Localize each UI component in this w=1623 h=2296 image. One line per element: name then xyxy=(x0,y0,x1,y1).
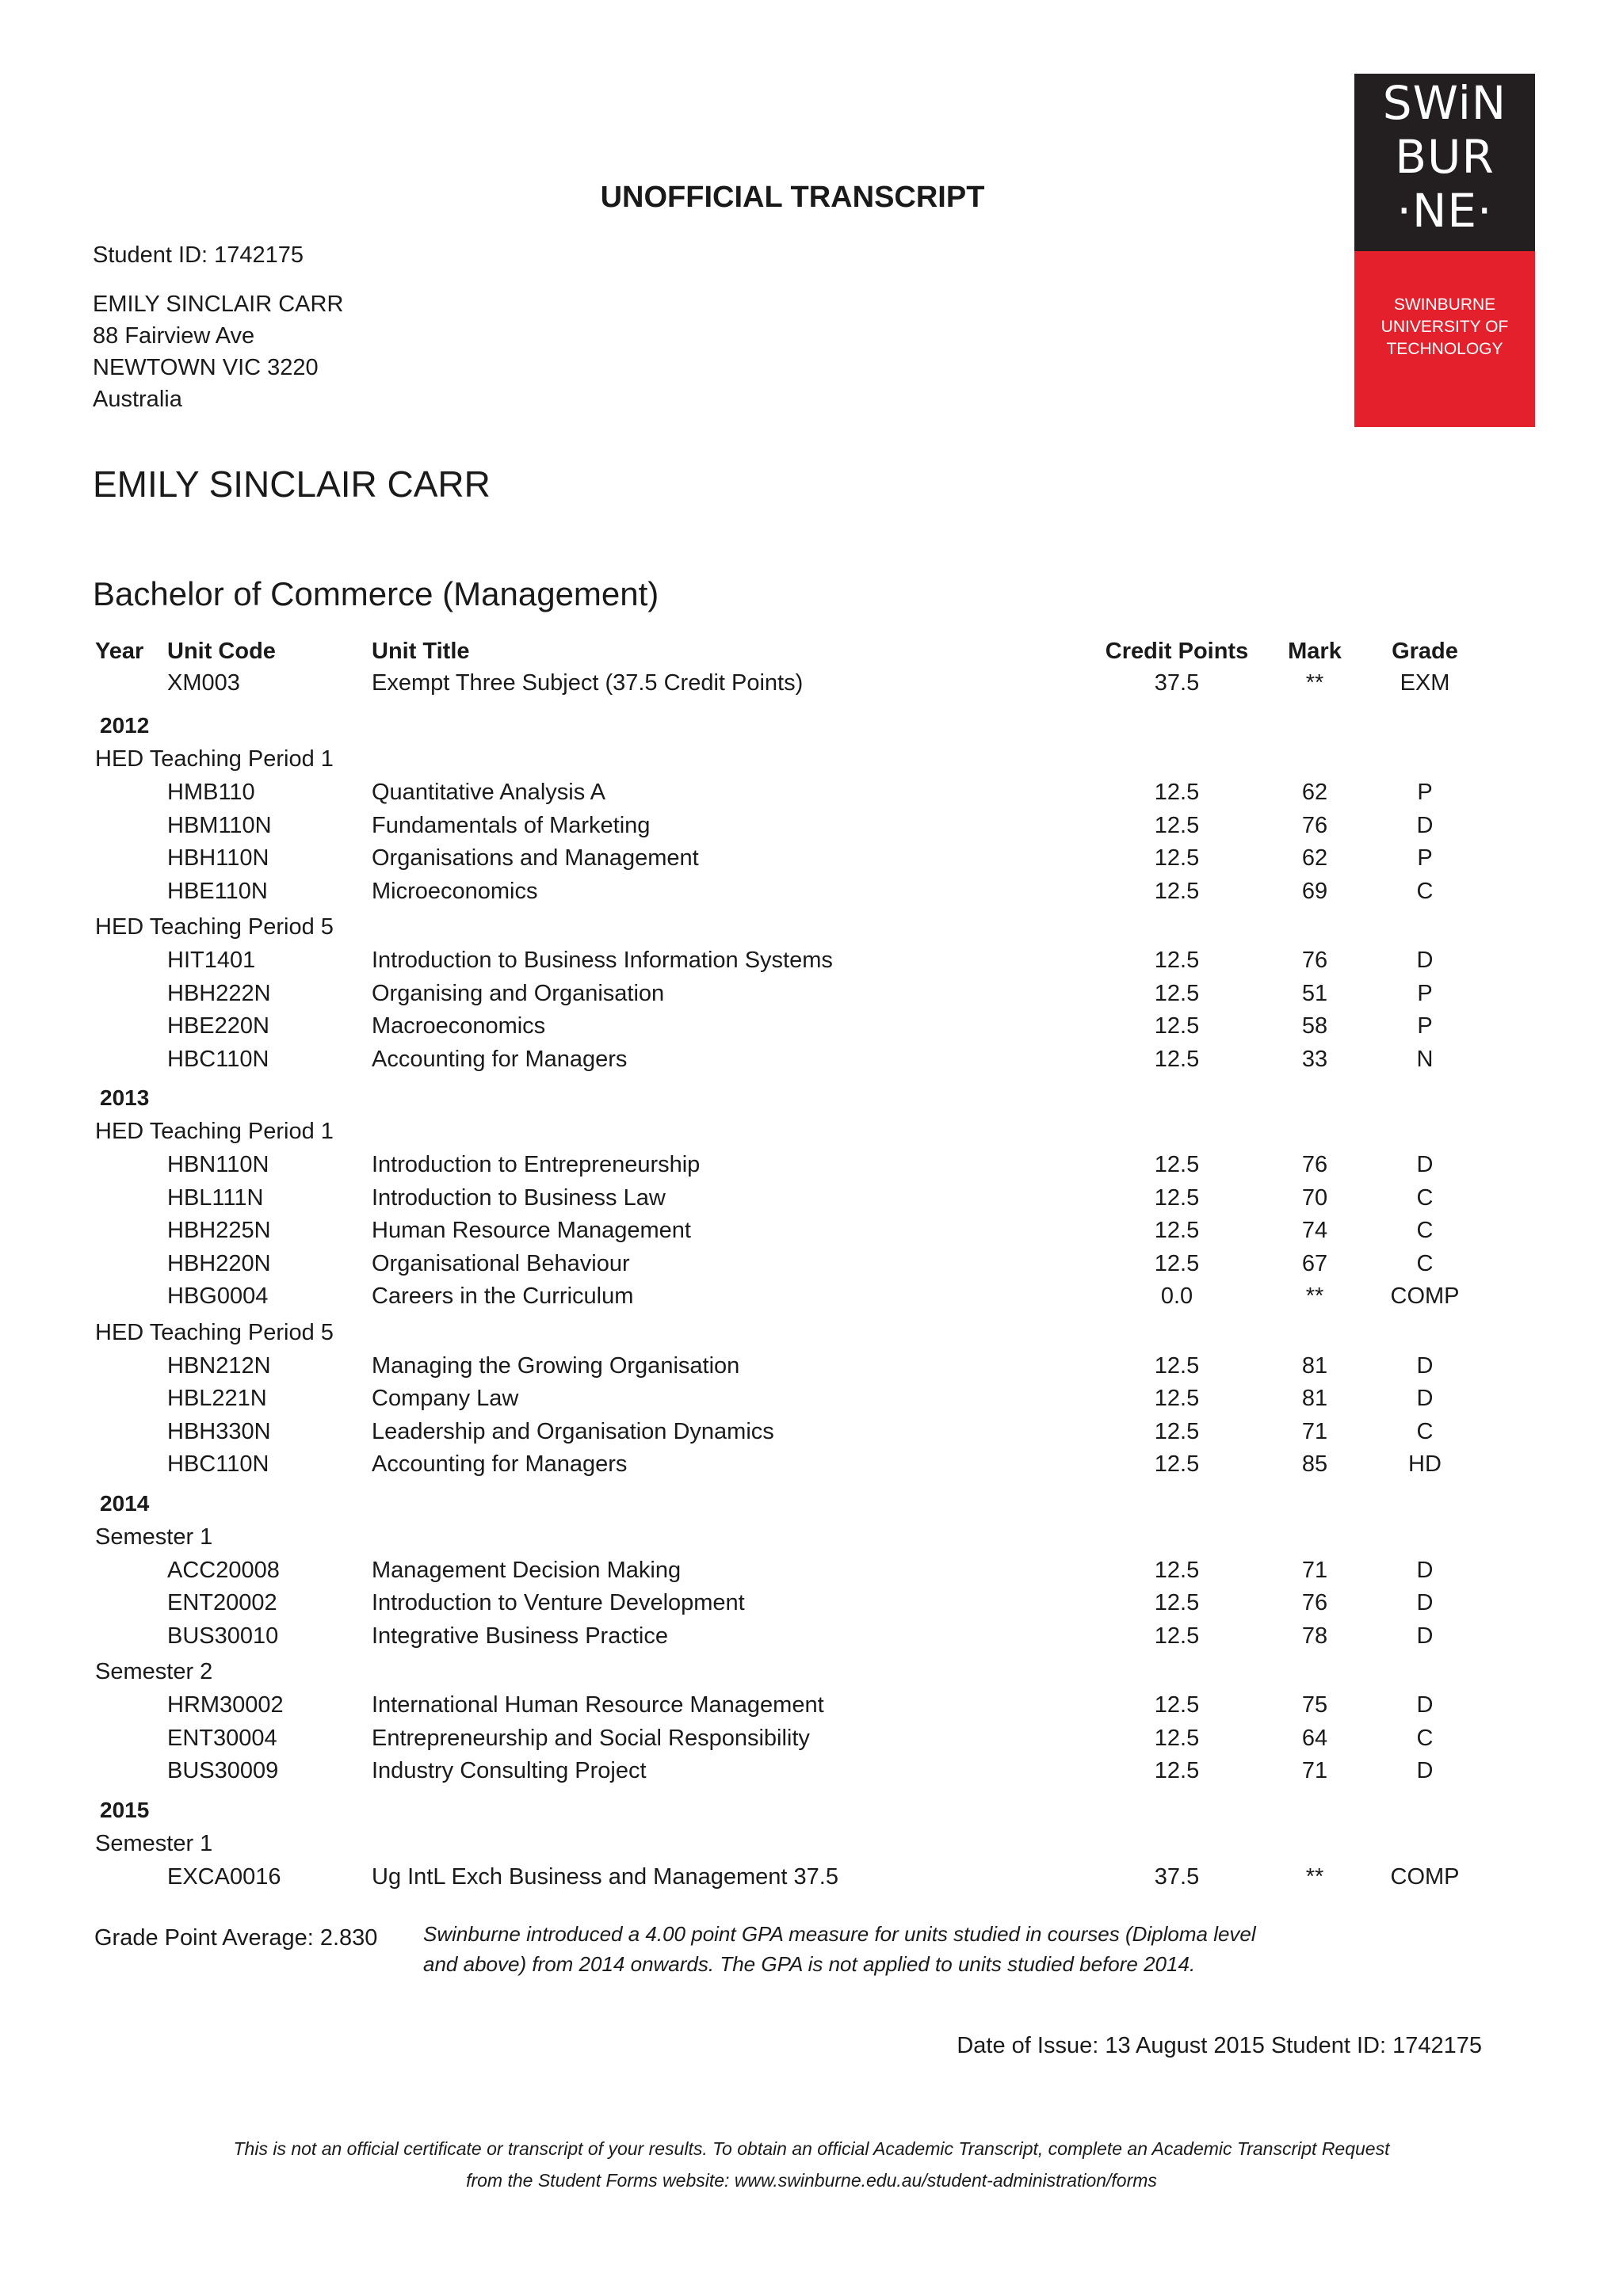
mark: 51 xyxy=(1301,980,1328,1006)
unit-title: Accounting for Managers xyxy=(372,1451,628,1477)
credit-points: 12.5 xyxy=(1154,845,1200,871)
unit-title: Introduction to Business Information Systems xyxy=(372,948,833,973)
credit-points: 12.5 xyxy=(1154,780,1200,805)
unit-code: HBH222N xyxy=(167,980,271,1006)
unit-title: Industry Consulting Project xyxy=(372,1758,647,1783)
unit-code: ENT30004 xyxy=(167,1725,277,1751)
unit-code: BUS30010 xyxy=(167,1623,279,1649)
credit-points: 12.5 xyxy=(1154,1352,1200,1379)
logo-subtitle-3: TECHNOLOGY xyxy=(1386,340,1503,358)
mark: 74 xyxy=(1301,1218,1328,1243)
mark: 71 xyxy=(1301,1758,1328,1783)
unit-code: HBN110N xyxy=(167,1152,269,1177)
grade: P xyxy=(1417,845,1433,871)
header-unit-code: Unit Code xyxy=(167,639,276,664)
unit-title: Accounting for Managers xyxy=(372,1046,628,1072)
grade: D xyxy=(1416,1758,1434,1783)
unit-title: Introduction to Venture Development xyxy=(372,1590,745,1615)
period-heading: Semester 1 xyxy=(95,1830,213,1856)
credit-points: 12.5 xyxy=(1154,1692,1200,1718)
year-heading: 2015 xyxy=(100,1797,150,1822)
mark: 85 xyxy=(1301,1451,1328,1477)
unit-title: International Human Resource Management xyxy=(372,1692,824,1718)
unit-code: BUS30009 xyxy=(167,1758,279,1783)
unit-code: EXCA0016 xyxy=(167,1863,281,1890)
grade: D xyxy=(1416,1692,1434,1718)
unit-title: Organisations and Management xyxy=(372,845,699,871)
address-line: 88 Fairview Ave xyxy=(93,323,255,349)
logo-wordmark-line-3: ·NE· xyxy=(1396,184,1493,238)
university-logo xyxy=(1354,74,1535,427)
grade: COMP xyxy=(1390,1283,1460,1309)
unit-code: HBH225N xyxy=(167,1218,271,1243)
unit-title: Ug IntL Exch Business and Management 37.5 xyxy=(372,1863,838,1890)
mark: 76 xyxy=(1301,1590,1328,1615)
unit-code: HBE220N xyxy=(167,1013,269,1039)
grade: D xyxy=(1416,1152,1434,1177)
unit-title: Quantitative Analysis A xyxy=(372,780,605,805)
mark: 71 xyxy=(1301,1557,1328,1583)
unit-code: HBC110N xyxy=(167,1451,269,1477)
logo-subtitle-2: UNIVERSITY OF xyxy=(1381,318,1509,336)
grade: C xyxy=(1416,1725,1434,1751)
unit-title: Fundamentals of Marketing xyxy=(372,812,651,838)
mark: 76 xyxy=(1301,1152,1328,1177)
grade: C xyxy=(1416,1218,1434,1243)
credit-points: 12.5 xyxy=(1154,1725,1200,1751)
student-id-line: Student ID: 1742175 xyxy=(93,242,304,268)
grade: HD xyxy=(1408,1451,1442,1477)
credit-points: 12.5 xyxy=(1154,1013,1200,1039)
unit-title: Company Law xyxy=(372,1386,519,1411)
unit-title: Management Decision Making xyxy=(372,1557,682,1583)
credit-points: 12.5 xyxy=(1154,1557,1200,1583)
gpa-note-line: and above) from 2014 onwards. The GPA is not applied to units studied before 2014. xyxy=(423,1952,1196,1976)
mark: 33 xyxy=(1301,1046,1328,1072)
mark: 67 xyxy=(1301,1250,1328,1276)
logo-wordmark-line-2: BUR xyxy=(1395,130,1495,184)
grade: C xyxy=(1416,878,1434,904)
credit-points: 12.5 xyxy=(1154,1418,1200,1444)
grade: N xyxy=(1416,1046,1434,1072)
mark: 62 xyxy=(1301,780,1328,805)
student-name: EMILY SINCLAIR CARR xyxy=(93,463,491,505)
credit-points: 12.5 xyxy=(1154,1623,1200,1649)
unit-title: Managing the Growing Organisation xyxy=(372,1352,740,1379)
credit-points: 12.5 xyxy=(1154,980,1200,1006)
mark: 62 xyxy=(1301,845,1328,871)
credit-points: 0.0 xyxy=(1160,1283,1193,1309)
unit-code: HBL111N xyxy=(167,1184,264,1211)
grade: P xyxy=(1417,780,1433,805)
grade: D xyxy=(1416,1352,1434,1379)
grade: D xyxy=(1416,1386,1434,1411)
unit-code: HRM30002 xyxy=(167,1692,284,1718)
credit-points: 12.5 xyxy=(1154,1386,1200,1411)
header-credit-points: Credit Points xyxy=(1105,639,1249,664)
issue-date-line: Date of Issue: 13 August 2015 Student ID: 1742175 xyxy=(957,2033,1482,2058)
grade: EXM xyxy=(1400,670,1450,696)
mark: 64 xyxy=(1301,1725,1328,1751)
mark: 69 xyxy=(1301,878,1328,904)
logo-dark-panel xyxy=(1354,74,1535,251)
credit-points: 12.5 xyxy=(1154,1758,1200,1783)
grade: D xyxy=(1416,1590,1434,1615)
mark: ** xyxy=(1305,1283,1324,1309)
credit-points: 12.5 xyxy=(1154,948,1200,973)
header-unit-title: Unit Title xyxy=(372,639,470,664)
unit-code: HBH220N xyxy=(167,1250,271,1276)
mark: 81 xyxy=(1301,1352,1328,1379)
gpa-note xyxy=(423,1919,1358,1979)
mark: 75 xyxy=(1301,1692,1328,1718)
unit-title: Exempt Three Subject (37.5 Credit Points) xyxy=(372,670,804,696)
period-heading: Semester 2 xyxy=(95,1659,213,1684)
credit-points: 12.5 xyxy=(1154,878,1200,904)
mark: 81 xyxy=(1301,1386,1328,1411)
unit-code: XM003 xyxy=(167,670,240,696)
mark: ** xyxy=(1305,670,1324,696)
mark: 58 xyxy=(1301,1013,1328,1039)
period-heading: HED Teaching Period 1 xyxy=(95,1119,334,1144)
unit-code: HBH110N xyxy=(167,845,269,871)
footer-disclaimer-line-1: This is not an official certificate or transcript of your results. To obtain an official Academic Transcript, complete an Academic Transcript Request xyxy=(233,2138,1390,2159)
header-grade: Grade xyxy=(1392,639,1458,664)
credit-points: 12.5 xyxy=(1154,1046,1200,1072)
logo-subtitle-1: SWINBURNE xyxy=(1393,296,1496,314)
unit-code: ACC20008 xyxy=(167,1557,280,1583)
year-heading: 2014 xyxy=(100,1490,150,1516)
gpa-value: Grade Point Average: 2.830 xyxy=(94,1925,378,1951)
unit-title: Macroeconomics xyxy=(372,1013,546,1039)
unit-code: HBL221N xyxy=(167,1386,267,1411)
unit-code: ENT20002 xyxy=(167,1590,277,1615)
year-heading: 2012 xyxy=(100,713,150,738)
unit-code: HMB110 xyxy=(167,780,255,805)
mark: 76 xyxy=(1301,948,1328,973)
unit-title: Entrepreneurship and Social Responsibility xyxy=(372,1725,810,1751)
credit-points: 12.5 xyxy=(1154,1250,1200,1276)
logo-wordmark-line-1: SWiN xyxy=(1382,76,1507,130)
unit-code: HBC110N xyxy=(167,1046,269,1072)
credit-points: 12.5 xyxy=(1154,1152,1200,1177)
grade: P xyxy=(1417,1013,1433,1039)
unit-title: Human Resource Management xyxy=(372,1218,691,1243)
header-mark: Mark xyxy=(1288,639,1342,664)
unit-code: HBH330N xyxy=(167,1418,271,1444)
address-line: EMILY SINCLAIR CARR xyxy=(93,292,344,317)
unit-title: Introduction to Entrepreneurship xyxy=(372,1152,701,1177)
period-heading: HED Teaching Period 5 xyxy=(95,1319,334,1345)
document-title: UNOFFICIAL TRANSCRIPT xyxy=(600,181,985,214)
grade: COMP xyxy=(1390,1863,1460,1890)
grade: C xyxy=(1416,1418,1434,1444)
credit-points: 12.5 xyxy=(1154,1218,1200,1243)
grade: C xyxy=(1416,1184,1434,1211)
grade: D xyxy=(1416,812,1434,838)
address-block xyxy=(93,288,343,415)
credit-points: 12.5 xyxy=(1154,1184,1200,1211)
unit-code: HBG0004 xyxy=(167,1283,269,1309)
unit-code: HBN212N xyxy=(167,1352,271,1379)
mark: 76 xyxy=(1301,812,1328,838)
unit-title: Microeconomics xyxy=(372,878,538,904)
credit-points: 12.5 xyxy=(1154,812,1200,838)
mark: 78 xyxy=(1301,1623,1328,1649)
unit-title: Integrative Business Practice xyxy=(372,1623,668,1649)
unit-title: Careers in the Curriculum xyxy=(372,1283,634,1309)
footer-disclaimer-line-2: from the Student Forms website: www.swinburne.edu.au/student-administration/forms xyxy=(466,2170,1157,2191)
unit-code: HBE110N xyxy=(167,878,268,904)
mark: 71 xyxy=(1301,1418,1328,1444)
period-heading: HED Teaching Period 1 xyxy=(95,746,334,772)
unit-title: Introduction to Business Law xyxy=(372,1184,666,1211)
logo-red-panel xyxy=(1354,251,1535,427)
credit-points: 12.5 xyxy=(1154,1590,1200,1615)
address-line: Australia xyxy=(93,387,182,412)
period-heading: Semester 1 xyxy=(95,1524,213,1550)
mark: ** xyxy=(1305,1863,1324,1890)
unit-title: Organising and Organisation xyxy=(372,980,665,1006)
grade: D xyxy=(1416,1557,1434,1583)
year-heading: 2013 xyxy=(100,1085,150,1110)
gpa-note-line: Swinburne introduced a 4.00 point GPA measure for units studied in courses (Diploma level xyxy=(423,1922,1256,1946)
unit-title: Organisational Behaviour xyxy=(372,1250,630,1276)
credit-points: 12.5 xyxy=(1154,1451,1200,1477)
grade: P xyxy=(1417,980,1433,1006)
unit-code: HIT1401 xyxy=(167,948,256,973)
credit-points: 37.5 xyxy=(1154,670,1200,696)
period-heading: HED Teaching Period 5 xyxy=(95,914,334,940)
header-year: Year xyxy=(95,639,144,664)
mark: 70 xyxy=(1301,1184,1328,1211)
grade: C xyxy=(1416,1250,1434,1276)
unit-title: Leadership and Organisation Dynamics xyxy=(372,1418,774,1444)
grade: D xyxy=(1416,1623,1434,1649)
credit-points: 37.5 xyxy=(1154,1863,1200,1890)
grade: D xyxy=(1416,948,1434,973)
address-line: NEWTOWN VIC 3220 xyxy=(93,355,319,380)
unit-code: HBM110N xyxy=(167,812,272,838)
course-title: Bachelor of Commerce (Management) xyxy=(93,575,659,612)
